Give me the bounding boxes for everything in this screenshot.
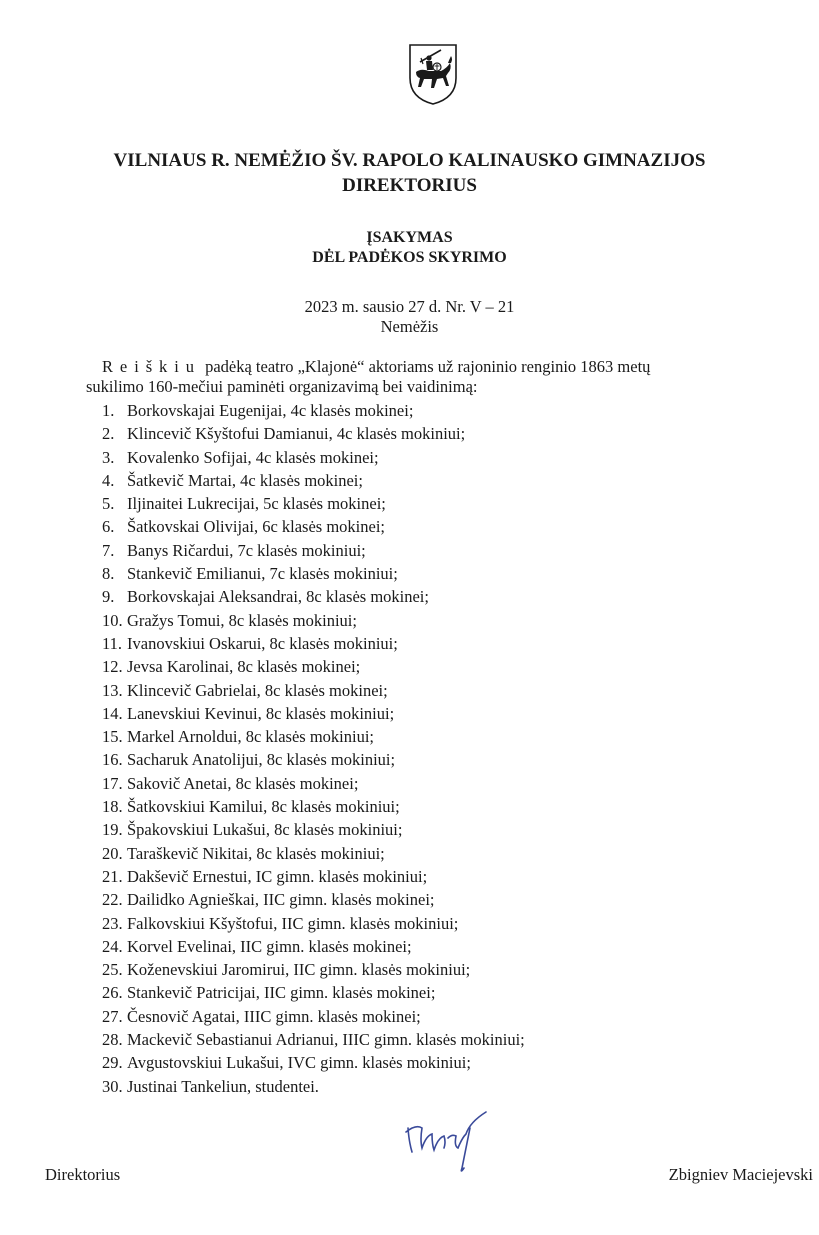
- list-item: [102, 702, 525, 725]
- intro-spaced-word: Reiškiu: [102, 357, 201, 376]
- list-item: [102, 865, 525, 888]
- list-item-number: 28.: [102, 1030, 123, 1050]
- list-item-text: Koženevskiui Jaromirui, IIC gimn. klasės mokiniui;: [127, 960, 471, 980]
- list-item-number: 3.: [102, 447, 115, 467]
- document-meta: [0, 297, 819, 337]
- list-item-text: Klincevič Kšyštofui Damianui, 4c klasės mokiniui;: [127, 424, 466, 444]
- list-item-number: 30.: [102, 1076, 123, 1096]
- list-item: [102, 422, 525, 445]
- list-item-text: Šatkovskiui Kamilui, 8c klasės mokiniui;: [127, 797, 400, 817]
- list-item: [102, 539, 525, 562]
- list-item-number: 17.: [102, 773, 123, 793]
- list-item-number: 8.: [102, 564, 115, 584]
- list-item-text: Klincevič Gabrielai, 8c klasės mokinei;: [127, 680, 388, 700]
- list-item-text: Iljinaitei Lukrecijai, 5c klasės mokinei;: [127, 494, 386, 514]
- document-title: [0, 228, 819, 268]
- list-item-text: Justinai Tankeliun, studentei.: [127, 1076, 319, 1096]
- intro-paragraph: [86, 357, 798, 397]
- list-item: [102, 1028, 525, 1051]
- list-item-text: Šatkovskai Olivijai, 6c klasės mokinei;: [127, 517, 386, 537]
- institution-name: VILNIAUS R. NEMĖŽIO ŠV. RAPOLO KALINAUSKO GIMNAZIJOS: [113, 150, 706, 171]
- list-item: [102, 772, 525, 795]
- list-item-text: Taraškevič Nikitai, 8c klasės mokiniui;: [127, 843, 385, 863]
- list-item-number: 21.: [102, 866, 123, 886]
- list-item: [102, 399, 525, 422]
- list-item-text: Česnovič Agatai, IIIC gimn. klasės mokinei;: [127, 1006, 421, 1026]
- list-item-number: 20.: [102, 843, 123, 863]
- document-type: ĮSAKYMAS: [366, 229, 453, 246]
- list-item-text: Sakovič Anetai, 8c klasės mokinei;: [127, 773, 359, 793]
- list-item: [102, 888, 525, 911]
- list-item: [102, 1005, 525, 1028]
- list-item: [102, 981, 525, 1004]
- intro-text: padėką teatro „Klajonė“ aktoriams už rajoninio renginio 1863 metų: [205, 357, 651, 376]
- list-item-text: Markel Arnoldui, 8c klasės mokiniui;: [127, 727, 375, 747]
- list-item: [102, 469, 525, 492]
- list-item-number: 24.: [102, 936, 123, 956]
- list-item: [102, 818, 525, 841]
- intro-line-2: sukilimo 160-mečiui paminėti organizavimą bei vaidinimą:: [86, 377, 478, 396]
- list-item-text: Jevsa Karolinai, 8c klasės mokinei;: [127, 657, 361, 677]
- date-and-number: 2023 m. sausio 27 d. Nr. V – 21: [304, 297, 515, 316]
- list-item-text: Kovalenko Sofijai, 4c klasės mokinei;: [127, 447, 379, 467]
- list-item-number: 7.: [102, 540, 115, 560]
- institution-heading: [0, 148, 819, 198]
- list-item-number: 29.: [102, 1053, 123, 1073]
- list-item: [102, 1075, 525, 1098]
- list-item: [102, 655, 525, 678]
- list-item: [102, 492, 525, 515]
- list-item-number: 2.: [102, 424, 115, 444]
- list-item-text: Špakovskiui Lukašui, 8c klasės mokiniui;: [127, 820, 403, 840]
- signature-icon: [400, 1108, 510, 1178]
- list-item-number: 15.: [102, 727, 123, 747]
- list-item: [102, 842, 525, 865]
- list-item: [102, 795, 525, 818]
- list-item-number: 9.: [102, 587, 115, 607]
- list-item-text: Šatkevič Martai, 4c klasės mokinei;: [127, 470, 363, 490]
- coat-of-arms-icon: [407, 42, 459, 106]
- list-item: [102, 1051, 525, 1074]
- list-item-text: Banys Ričardui, 7c klasės mokiniui;: [127, 540, 366, 560]
- list-item-number: 16.: [102, 750, 123, 770]
- list-item-text: Dakševič Ernestui, IC gimn. klasės mokiniui;: [127, 866, 428, 886]
- list-item-number: 26.: [102, 983, 123, 1003]
- list-item-number: 14.: [102, 703, 123, 723]
- list-item-number: 22.: [102, 890, 123, 910]
- list-item-text: Lanevskiui Kevinui, 8c klasės mokiniui;: [127, 703, 395, 723]
- list-item-text: Ivanovskiui Oskarui, 8c klasės mokiniui;: [127, 633, 398, 653]
- list-item: [102, 958, 525, 981]
- list-item: [102, 725, 525, 748]
- list-item-text: Borkovskajai Aleksandrai, 8c klasės mokinei;: [127, 587, 429, 607]
- list-item-number: 19.: [102, 820, 123, 840]
- recipient-list: [102, 399, 525, 1098]
- list-item-number: 4.: [102, 470, 115, 490]
- list-item-text: Mackevič Sebastianui Adrianui, IIIC gimn. klasės mokiniui;: [127, 1030, 525, 1050]
- list-item-text: Borkovskajai Eugenijai, 4c klasės mokinei;: [127, 401, 414, 420]
- list-item-text: Dailidko Agnieškai, IIC gimn. klasės mokinei;: [127, 890, 435, 910]
- list-item-text: Stankevič Emilianui, 7c klasės mokiniui;: [127, 564, 398, 584]
- list-item: [102, 748, 525, 771]
- list-item-number: 13.: [102, 680, 123, 700]
- list-item-number: 6.: [102, 517, 115, 537]
- list-item: [102, 515, 525, 538]
- document-subject: DĖL PADĖKOS SKYRIMO: [312, 249, 507, 266]
- list-item: [102, 609, 525, 632]
- list-item-text: Gražys Tomui, 8c klasės mokiniui;: [127, 610, 357, 630]
- list-item: [102, 585, 525, 608]
- list-item: [102, 912, 525, 935]
- list-item-number: 12.: [102, 657, 123, 677]
- institution-role: DIREKTORIUS: [342, 175, 477, 196]
- list-item-number: 18.: [102, 797, 123, 817]
- list-item-number: 5.: [102, 494, 115, 514]
- place-of-issue: Nemėžis: [380, 317, 439, 336]
- list-item-number: 11.: [102, 633, 123, 653]
- list-item-number: 1.: [102, 401, 115, 420]
- list-item: [102, 562, 525, 585]
- signatory-name: Zbigniev Maciejevski: [668, 1165, 813, 1184]
- list-item: [102, 679, 525, 702]
- signatory-role: Direktorius: [45, 1165, 121, 1184]
- list-item: [102, 632, 525, 655]
- list-item: [102, 935, 525, 958]
- list-item-number: 27.: [102, 1006, 123, 1026]
- list-item: [102, 446, 525, 469]
- list-item-text: Falkovskiui Kšyštofui, IIC gimn. klasės mokiniui;: [127, 913, 459, 933]
- list-item-text: Korvel Evelinai, IIC gimn. klasės mokinei;: [127, 936, 412, 956]
- list-item-number: 10.: [102, 610, 123, 630]
- list-item-text: Avgustovskiui Lukašui, IVC gimn. klasės mokiniui;: [127, 1053, 471, 1073]
- list-item-text: Stankevič Patricijai, IIC gimn. klasės mokinei;: [127, 983, 436, 1003]
- list-item-number: 23.: [102, 913, 123, 933]
- list-item-number: 25.: [102, 960, 123, 980]
- list-item-text: Sacharuk Anatolijui, 8c klasės mokiniui;: [127, 750, 396, 770]
- intro-line-1: [102, 357, 798, 377]
